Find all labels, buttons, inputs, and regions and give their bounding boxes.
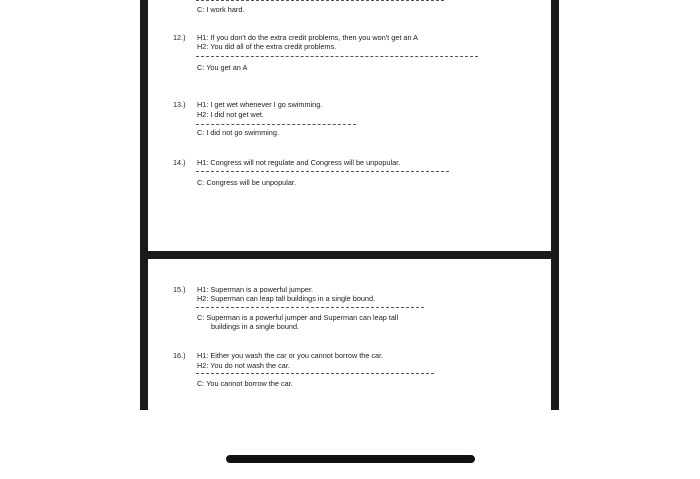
- problem-number: 14.): [173, 158, 186, 167]
- problem-number: 16.): [173, 351, 186, 360]
- conclusion-text: C: I work hard.: [197, 5, 245, 14]
- home-indicator[interactable]: [226, 455, 475, 463]
- separator-line: [196, 0, 444, 1]
- separator-line: [196, 56, 478, 57]
- hypothesis-2: H2: You did all of the extra credit problems.: [197, 42, 337, 51]
- hypothesis-2: H2: I did not get wet.: [197, 110, 264, 119]
- hypothesis-2: H2: You do not wash the car.: [197, 361, 290, 370]
- hypothesis-1: H1: Congress will not regulate and Congress will be unpopular.: [197, 158, 401, 167]
- conclusion-text: C: Superman is a powerful jumper and Superman can leap tall: [197, 313, 399, 322]
- problem-number: 12.): [173, 33, 186, 42]
- conclusion-text: C: You get an A: [197, 63, 248, 72]
- separator-line: [196, 171, 449, 172]
- conclusion-text-continued: buildings in a single bound.: [211, 322, 300, 331]
- problem-number: 13.): [173, 100, 186, 109]
- hypothesis-1: H1: I get wet whenever I go swimming.: [197, 100, 323, 109]
- separator-line: [196, 124, 356, 125]
- document-viewer[interactable]: [140, 0, 559, 410]
- problem-number: 15.): [173, 285, 186, 294]
- document-page-2: [148, 259, 551, 410]
- conclusion-text: C: I did not go swimming.: [197, 128, 279, 137]
- hypothesis-1: H1: Either you wash the car or you cannot borrow the car.: [197, 351, 384, 360]
- document-page-1: [148, 0, 551, 251]
- conclusion-text: C: You cannot borrow the car.: [197, 379, 293, 388]
- conclusion-text: C: Congress will be unpopular.: [197, 178, 296, 187]
- hypothesis-2: H2: Superman can leap tall buildings in a single bound.: [197, 294, 376, 303]
- separator-line: [196, 373, 434, 374]
- hypothesis-1: H1: Superman is a powerful jumper.: [197, 285, 313, 294]
- hypothesis-1: H1: If you don't do the extra credit problems, then you won't get an A: [197, 33, 419, 42]
- separator-line: [196, 307, 424, 308]
